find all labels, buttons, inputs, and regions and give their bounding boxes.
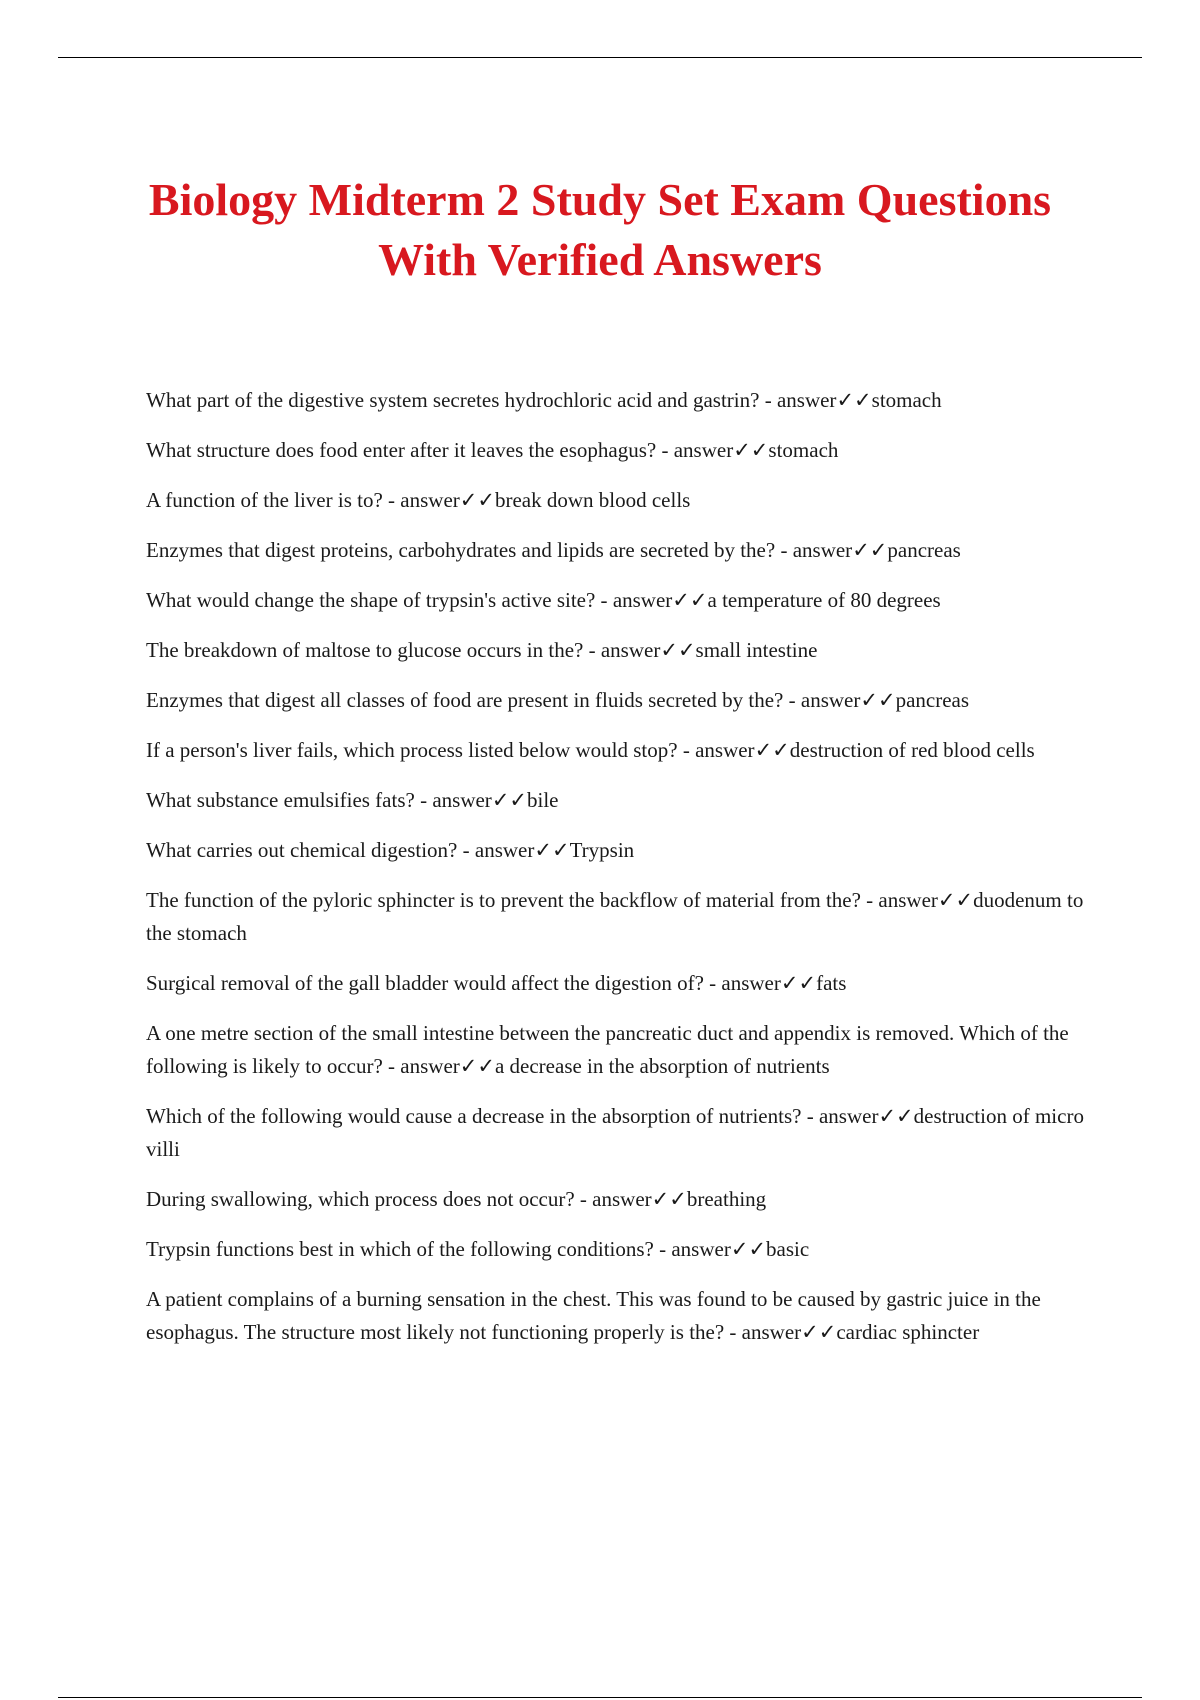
answer-prefix: answer: [612, 588, 673, 612]
question-text: Which of the following would cause a decrease in the absorption of nutrients? -: [146, 1104, 819, 1128]
answer-prefix: answer: [400, 488, 460, 512]
qa-item: [146, 1100, 1086, 1166]
question-text: What structure does food enter after it leaves the esophagus? -: [146, 438, 674, 462]
answer-prefix: answer: [878, 888, 938, 912]
answer-prefix: answer: [474, 838, 535, 862]
qa-item: [146, 734, 1086, 767]
header-rule: [58, 57, 1142, 58]
double-check-icon: ✓✓: [780, 971, 817, 995]
qa-item: [146, 784, 1086, 817]
question-text: A patient complains of a burning sensation in the chest. This was found to be caused by gastric juice in the esophagus. The structure most likely not functioning properly is the? -: [146, 1287, 1041, 1344]
answer-prefix: answer: [400, 1054, 460, 1078]
qa-item: [146, 1283, 1086, 1349]
answer-text: duodenum to the stomach: [146, 888, 1084, 945]
question-text: What substance emulsifies fats? -: [146, 788, 433, 812]
double-check-icon: ✓✓: [459, 1054, 495, 1078]
answer-text: pancreas: [887, 538, 961, 562]
answer-text: small intestine: [695, 638, 818, 662]
answer-prefix: answer: [776, 388, 837, 412]
answer-prefix: answer: [818, 1104, 879, 1128]
qa-item: [146, 1017, 1086, 1083]
qa-item: [146, 967, 1086, 1000]
double-check-icon: ✓✓: [801, 1320, 837, 1344]
qa-item: [146, 484, 1086, 517]
double-check-icon: ✓✓: [459, 488, 495, 512]
qa-item: [146, 434, 1086, 467]
answer-text: basic: [766, 1237, 810, 1261]
answer-text: destruction of micro villi: [146, 1104, 1084, 1161]
question-text: Enzymes that digest proteins, carbohydrates and lipids are secreted by the? -: [146, 538, 793, 562]
double-check-icon: ✓✓: [730, 1237, 767, 1261]
double-check-icon: ✓✓: [878, 1104, 914, 1128]
answer-text: Trypsin: [569, 838, 635, 862]
answer-prefix: answer: [592, 1187, 652, 1211]
question-text: A function of the liver is to? -: [146, 488, 401, 512]
answer-prefix: answer: [741, 1320, 802, 1344]
qa-item: [146, 584, 1086, 617]
double-check-icon: ✓✓: [651, 1187, 687, 1211]
qa-item: [146, 384, 1086, 417]
double-check-icon: ✓✓: [660, 638, 696, 662]
answer-text: a decrease in the absorption of nutrients: [494, 1054, 830, 1078]
double-check-icon: ✓✓: [754, 738, 790, 762]
double-check-icon: ✓✓: [836, 388, 872, 412]
qa-list: [146, 384, 1086, 1349]
answer-text: stomach: [768, 438, 839, 462]
answer-prefix: answer: [432, 788, 492, 812]
double-check-icon: ✓✓: [534, 838, 570, 862]
answer-text: bile: [527, 788, 559, 812]
double-check-icon: ✓✓: [733, 438, 769, 462]
document-title: Biology Midterm 2 Study Set Exam Questions With Verified Answers: [148, 174, 1052, 285]
answer-prefix: answer: [600, 638, 661, 662]
double-check-icon: ✓✓: [852, 538, 888, 562]
question-text: What part of the digestive system secretes hydrochloric acid and gastrin? -: [146, 388, 777, 412]
double-check-icon: ✓✓: [672, 588, 708, 612]
question-text: The breakdown of maltose to glucose occurs in the? -: [146, 638, 601, 662]
question-text: Surgical removal of the gall bladder would affect the digestion of? -: [146, 971, 722, 995]
answer-text: cardiac sphincter: [836, 1320, 980, 1344]
double-check-icon: ✓✓: [491, 788, 528, 812]
qa-item: [146, 1233, 1086, 1266]
answer-text: breathing: [686, 1187, 767, 1211]
qa-item: [146, 534, 1086, 567]
answer-prefix: answer: [673, 438, 734, 462]
answer-prefix: answer: [792, 538, 853, 562]
qa-item: [146, 634, 1086, 667]
answer-prefix: answer: [671, 1237, 731, 1261]
answer-text: a temperature of 80 degrees: [707, 588, 941, 612]
answer-prefix: answer: [721, 971, 781, 995]
answer-prefix: answer: [695, 738, 755, 762]
qa-item: [146, 884, 1086, 950]
question-text: What carries out chemical digestion? -: [146, 838, 475, 862]
question-text: A one metre section of the small intestine between the pancreatic duct and appendix is removed. Which of the following is likely to occur? -: [146, 1021, 1069, 1078]
double-check-icon: ✓✓: [860, 688, 896, 712]
question-text: Trypsin functions best in which of the following conditions? -: [146, 1237, 672, 1261]
question-text: If a person's liver fails, which process listed below would stop? -: [146, 738, 696, 762]
answer-text: fats: [816, 971, 847, 995]
answer-text: stomach: [871, 388, 942, 412]
answer-prefix: answer: [800, 688, 861, 712]
answer-text: break down blood cells: [494, 488, 691, 512]
footer-rule: [58, 1697, 1142, 1698]
answer-text: destruction of red blood cells: [789, 738, 1035, 762]
answer-text: pancreas: [895, 688, 970, 712]
double-check-icon: ✓✓: [937, 888, 974, 912]
qa-item: [146, 834, 1086, 867]
qa-item: [146, 684, 1086, 717]
question-text: What would change the shape of trypsin's active site? -: [146, 588, 613, 612]
question-text: During swallowing, which process does not occur? -: [146, 1187, 593, 1211]
question-text: Enzymes that digest all classes of food are present in fluids secreted by the? -: [146, 688, 801, 712]
question-text: The function of the pyloric sphincter is to prevent the backflow of material from the? -: [146, 888, 879, 912]
qa-item: [146, 1183, 1086, 1216]
